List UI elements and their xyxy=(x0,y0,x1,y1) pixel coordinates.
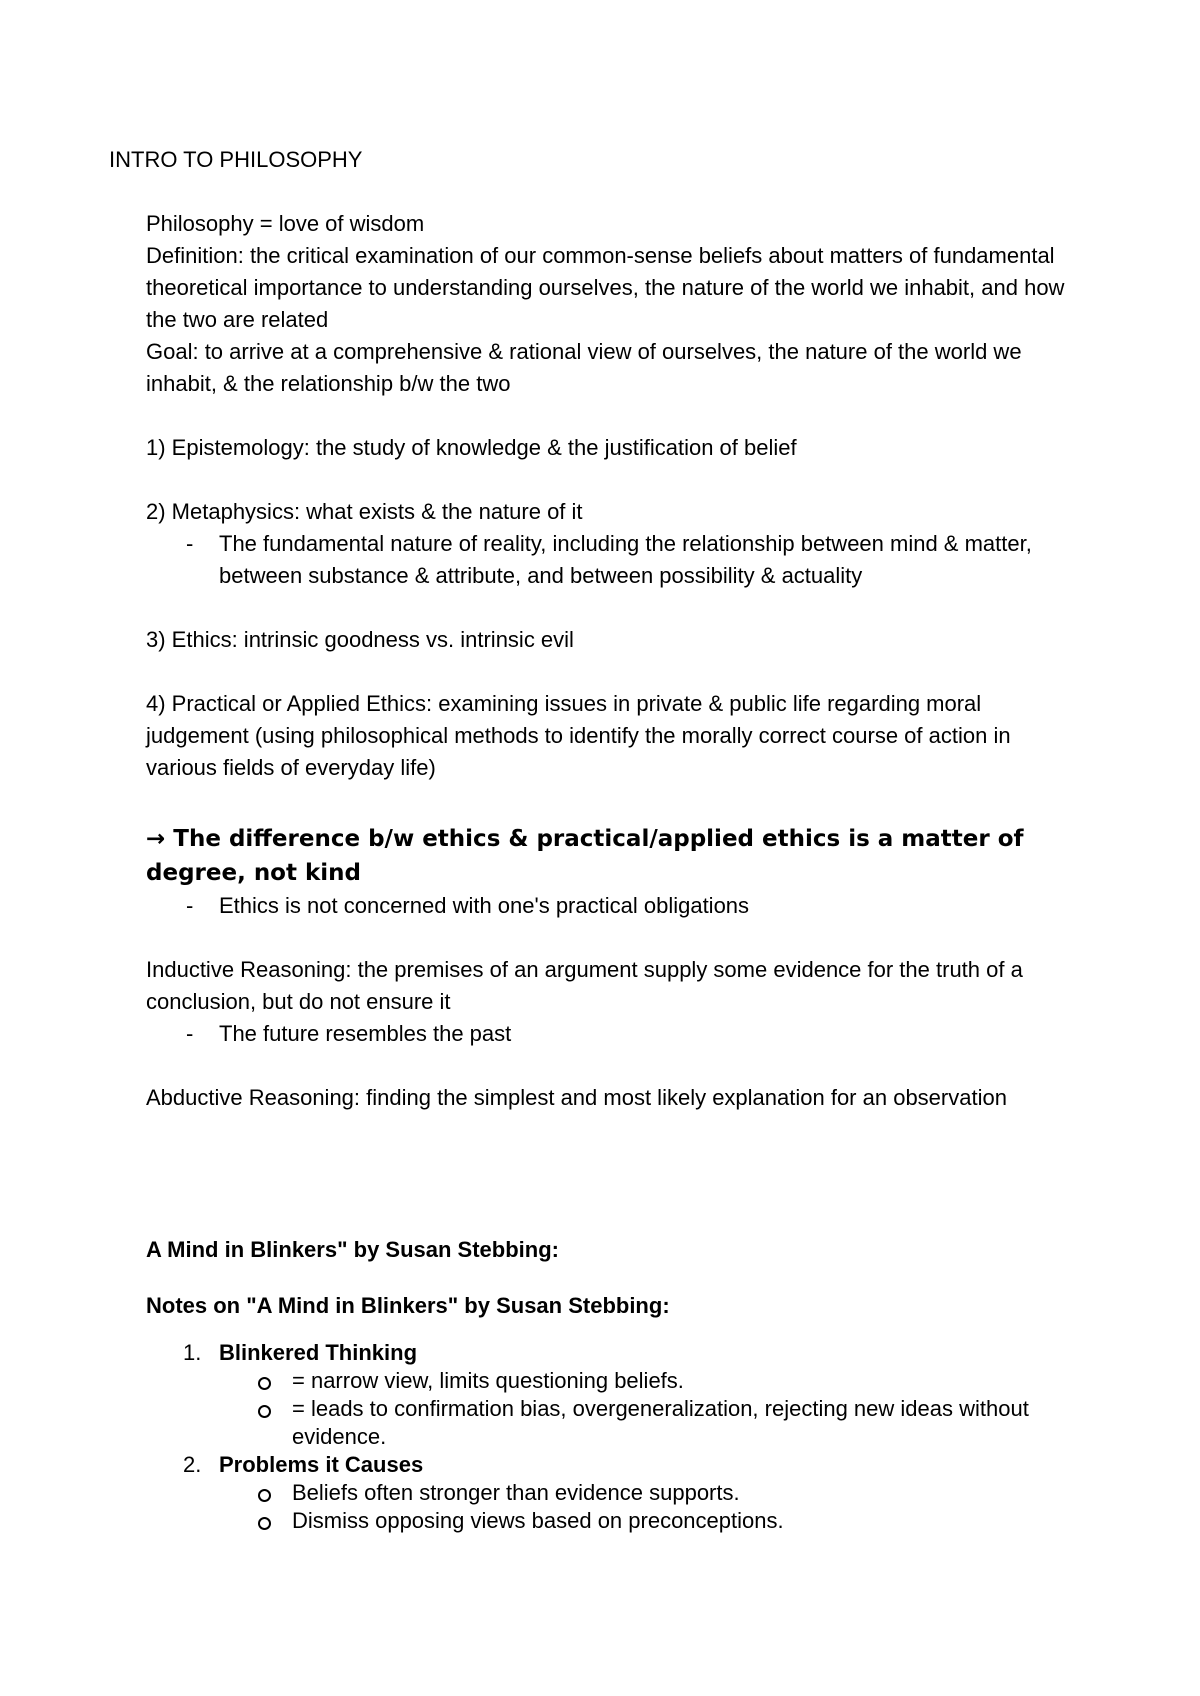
notes-sub-item xyxy=(146,1395,1066,1451)
list-item-heading: Problems it Causes xyxy=(219,1452,424,1477)
spacer xyxy=(146,656,1066,688)
notes-heading-short: A Mind in Blinkers" by Susan Stebbing: xyxy=(146,1237,559,1262)
circle-bullet-icon xyxy=(258,1517,271,1530)
notes-sub-item xyxy=(146,1507,1066,1535)
sub-item-text: Beliefs often stronger than evidence supports. xyxy=(292,1480,740,1505)
inductive-reasoning: Inductive Reasoning: the premises of an argument supply some evidence for the truth of a conclusion, but do not ensure it xyxy=(146,957,1023,1014)
ethics-item: 3) Ethics: intrinsic goodness vs. intrinsic evil xyxy=(146,627,574,652)
spacer xyxy=(146,400,1066,432)
metaphysics-bullet-text: The fundamental nature of reality, including the relationship between mind & matter, between substance & attribute, and between possibility & actuality xyxy=(219,531,1032,588)
spacer xyxy=(146,784,1066,816)
notes-sub-item xyxy=(146,1479,1066,1507)
metaphysics-item: 2) Metaphysics: what exists & the nature of it xyxy=(146,499,583,524)
emphasis-bullet xyxy=(146,890,1066,922)
philosophy-line: Philosophy = love of wisdom xyxy=(146,211,425,236)
spacer xyxy=(146,592,1066,624)
spacer xyxy=(146,1050,1066,1082)
circle-bullet-icon xyxy=(258,1405,271,1418)
sub-item-text: Dismiss opposing views based on preconceptions. xyxy=(292,1508,784,1533)
sub-item-text: = narrow view, limits questioning beliefs. xyxy=(292,1368,684,1393)
emphasis-bullet-text: Ethics is not concerned with one's practical obligations xyxy=(219,893,750,918)
spacer xyxy=(146,464,1066,496)
dash-marker: - xyxy=(186,531,194,556)
metaphysics-bullet xyxy=(146,528,1066,592)
applied-ethics-item: 4) Practical or Applied Ethics: examining issues in private & public life regarding moral judgement (using philosophical methods to identify the morally correct course of action in various fields of everyday life) xyxy=(146,691,1011,780)
spacer xyxy=(146,922,1066,954)
goal-paragraph: Goal: to arrive at a comprehensive & rational view of ourselves, the nature of the world we inhabit, & the relationship b/w the two xyxy=(146,339,1022,396)
spacer xyxy=(146,1321,1066,1339)
list-item-heading: Blinkered Thinking xyxy=(219,1340,418,1365)
spacer xyxy=(146,1265,1066,1291)
notes-sub-item xyxy=(146,1367,1066,1395)
inductive-bullet-text: The future resembles the past xyxy=(219,1021,512,1046)
sub-item-text: = leads to confirmation bias, overgeneralization, rejecting new ideas without evidence. xyxy=(292,1396,1029,1449)
dash-marker: - xyxy=(186,1021,194,1046)
notes-list-item xyxy=(146,1339,1066,1367)
list-number: 2. xyxy=(183,1452,202,1477)
document-body xyxy=(146,208,1066,1114)
circle-bullet-icon xyxy=(258,1377,271,1390)
inductive-bullet xyxy=(146,1018,1066,1050)
ethics-difference-emphasis: → The difference b/w ethics & practical/applied ethics is a matter of degree, not kind xyxy=(146,826,1024,886)
document-title: INTRO TO PHILOSOPHY xyxy=(109,147,363,172)
circle-bullet-icon xyxy=(258,1489,271,1502)
abductive-reasoning: Abductive Reasoning: finding the simplest and most likely explanation for an observation xyxy=(146,1085,1007,1110)
dash-marker: - xyxy=(186,893,194,918)
epistemology-item: 1) Epistemology: the study of knowledge & the justification of belief xyxy=(146,435,797,460)
notes-heading-full: Notes on "A Mind in Blinkers" by Susan Stebbing: xyxy=(146,1293,670,1318)
definition-paragraph: Definition: the critical examination of our common-sense beliefs about matters of fundamental theoretical importance to understanding ourselves, the nature of the world we inhabit, and how the two are related xyxy=(146,243,1065,332)
list-number: 1. xyxy=(183,1340,202,1365)
notes-list-item xyxy=(146,1451,1066,1479)
stebbing-notes-section xyxy=(146,1235,1066,1535)
